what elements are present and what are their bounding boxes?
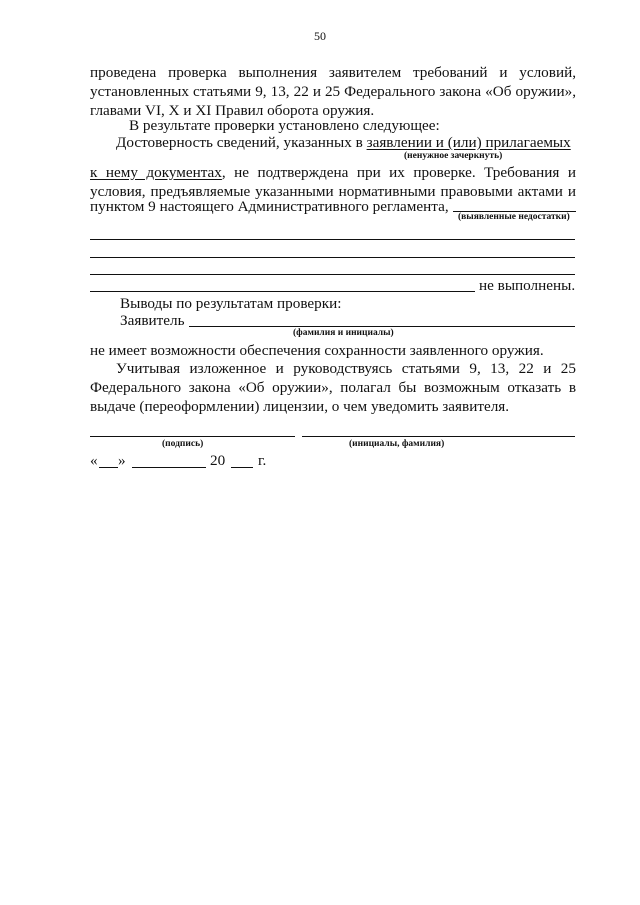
date-year-line [231, 467, 253, 468]
blank-line-4 [90, 291, 475, 292]
deficiencies-hint: (выявленные недостатки) [458, 212, 570, 222]
reliability-lead: Достоверность сведений, указанных в [116, 134, 367, 151]
signature-hint: (подпись) [162, 439, 204, 449]
results-intro: В результате проверки установлено следующее: [129, 117, 440, 134]
final-line2: Федерального закона «Об оружии», полагал бы возможным отказать в [90, 379, 576, 396]
strike-hint: (ненужное зачеркнуть) [404, 151, 503, 161]
reliability-line1 [116, 133, 571, 152]
final-line1: Учитывая изложенное и руководствуясь статьями 9, 13, 22 и 25 [116, 360, 576, 377]
reliability-line3: условия, предъявляемые указанными нормативными правовыми актами и [90, 183, 576, 200]
applicant-fill-line [189, 326, 575, 327]
final-line3: выдаче (переоформлении) лицензии, о чем уведомить заявителя. [90, 398, 510, 415]
date-close-quote: » [118, 452, 126, 469]
reliability-line4: пунктом 9 настоящего Административного регламента, [90, 198, 449, 215]
blank-line-1 [90, 239, 575, 240]
conclusions-label: Выводы по результатам проверки: [120, 295, 342, 312]
date-year-prefix: 20 [210, 452, 226, 469]
applicant-label: Заявитель [120, 312, 185, 329]
blank-line-2 [90, 257, 575, 258]
reliability-underlined: заявлении и (или) прилагаемых [366, 134, 571, 151]
applicant-hint: (фамилия и инициалы) [293, 328, 394, 338]
name-line [302, 436, 575, 437]
para1-line2: установленных статьями 9, 13, 22 и 25 Федерального закона «Об оружии», [90, 83, 576, 100]
not-fulfilled: не выполнены. [479, 277, 576, 294]
page-number: 50 [314, 29, 326, 43]
name-hint: (инициалы, фамилия) [349, 439, 445, 449]
para1-line1: проведена проверка выполнения заявителем требований и условий, [90, 64, 576, 81]
blank-line-3 [90, 274, 575, 275]
date-year-suffix: г. [258, 452, 267, 469]
para1-line3: главами VI, X и XI Правил оборота оружия. [90, 102, 375, 119]
date-open-quote: « [90, 452, 98, 469]
date-month-line [132, 467, 206, 468]
documents-underlined: к нему документах [90, 164, 222, 181]
signature-line [90, 436, 295, 437]
date-day-line [99, 467, 118, 468]
conclusions-line: не имеет возможности обеспечения сохранности заявленного оружия. [90, 342, 544, 359]
reliability-line2-rest: , не подтверждена при их проверке. Требования и [221, 164, 576, 181]
reliability-line2 [90, 163, 576, 182]
